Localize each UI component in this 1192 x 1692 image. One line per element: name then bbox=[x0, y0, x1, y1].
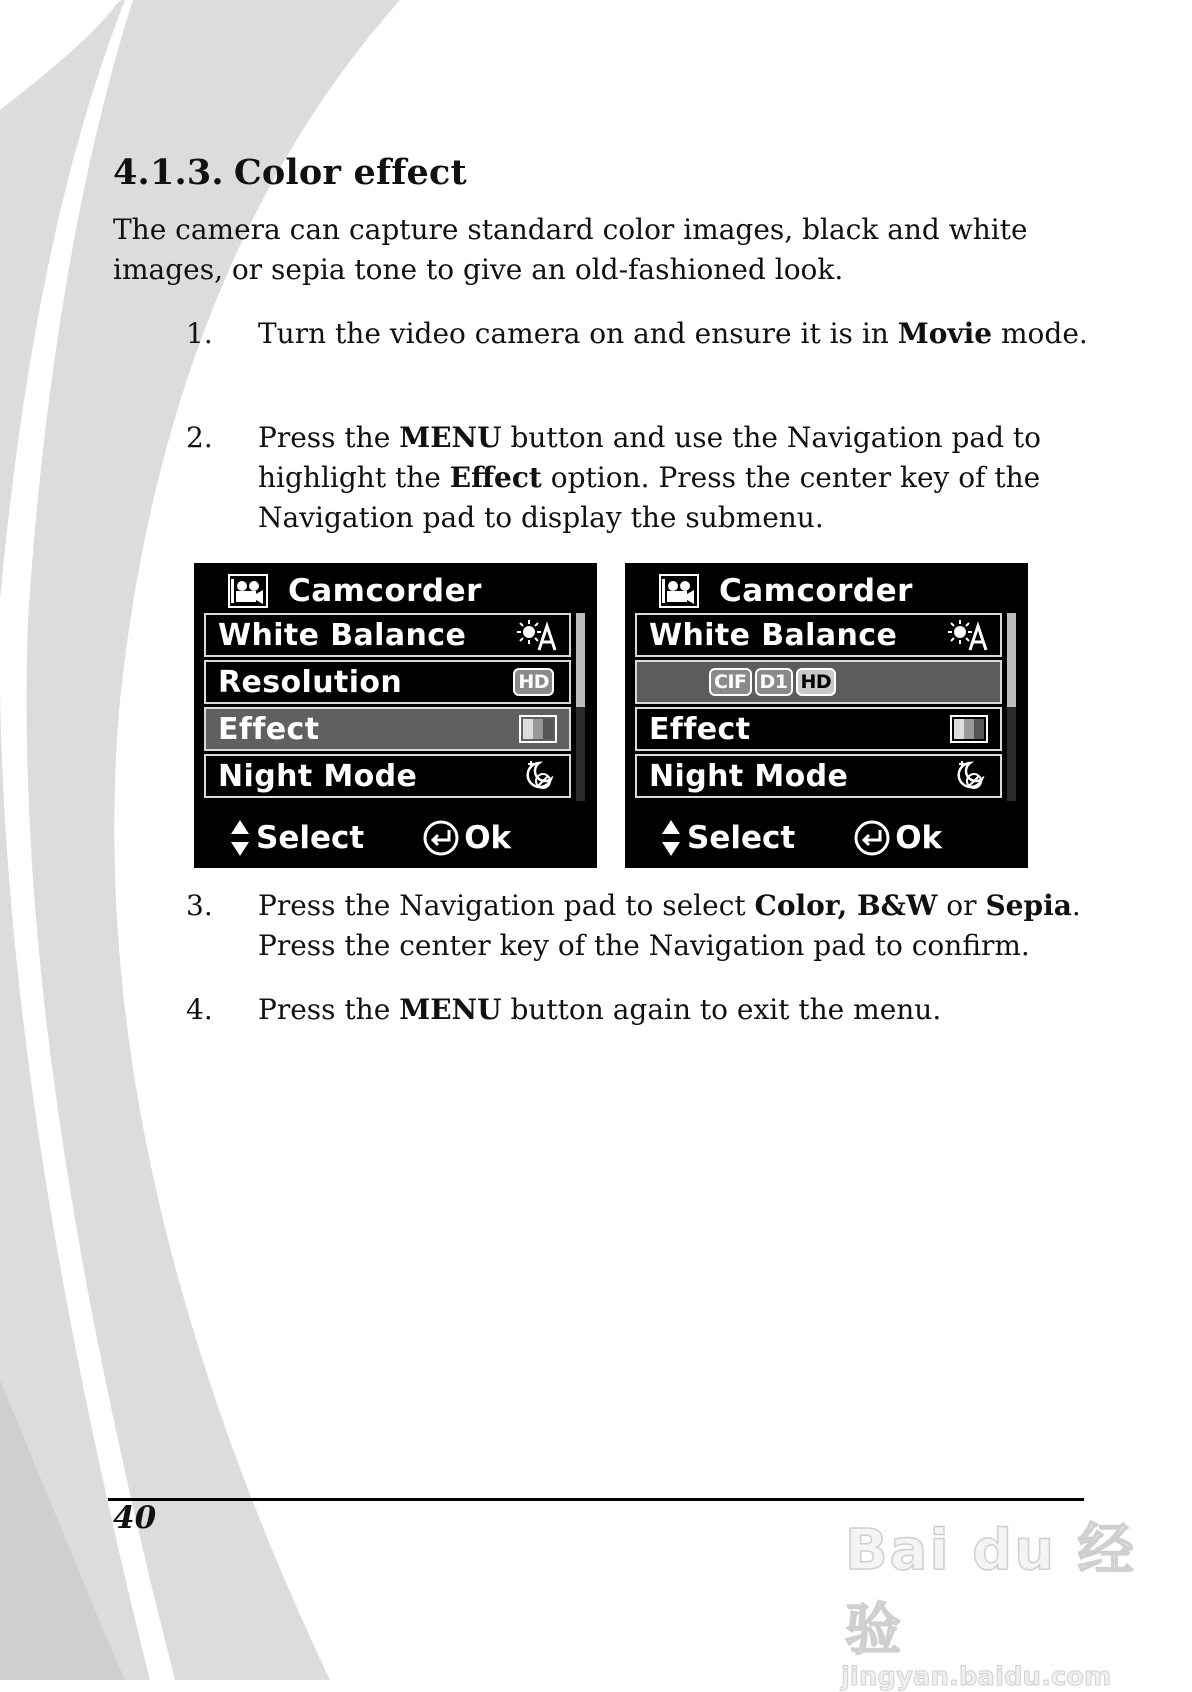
screen-footer bbox=[661, 819, 942, 857]
enter-icon bbox=[853, 819, 891, 857]
step-number: 4. bbox=[186, 993, 213, 1026]
step-text: Press the Navigation pad to select Color, B&W or Sepia. Press the center key of the Navigation pad to confirm. bbox=[258, 889, 1081, 962]
screen-title bbox=[659, 571, 913, 611]
night-mode-off-icon bbox=[954, 759, 988, 793]
effect-icon bbox=[950, 715, 988, 743]
white-balance-auto-icon bbox=[948, 618, 988, 652]
updown-arrow-icon bbox=[661, 819, 681, 857]
night-mode-off-icon bbox=[523, 759, 557, 793]
menu-item-effect[interactable]: Effect bbox=[635, 707, 1002, 751]
page-number: 40 bbox=[113, 1500, 157, 1536]
footer-ok-label: Ok bbox=[895, 820, 943, 856]
resolution-submenu bbox=[635, 660, 1002, 704]
intro-paragraph: The camera can capture standard color images, black and white images, or sepia tone to give an old-fashioned look. bbox=[113, 213, 1028, 286]
menu-item-white-balance[interactable]: White Balance bbox=[204, 613, 571, 657]
option-cif[interactable]: CIF bbox=[709, 668, 752, 696]
updown-arrow-icon bbox=[230, 819, 250, 857]
screen-footer bbox=[230, 819, 511, 857]
option-hd-selected[interactable]: HD bbox=[796, 668, 837, 696]
section-number: 4.1.3. bbox=[113, 152, 224, 193]
screen-title-text: Camcorder bbox=[288, 573, 482, 609]
scrollbar-thumb[interactable] bbox=[576, 613, 585, 707]
watermark-logo: Bai du 经验 bbox=[845, 1518, 1136, 1663]
camcorder-icon bbox=[659, 574, 699, 608]
step-number: 3. bbox=[186, 889, 213, 922]
menu-item-resolution[interactable]: Resolution HD bbox=[204, 660, 571, 704]
camera-menu-screen-main bbox=[194, 563, 597, 868]
step-number: 1. bbox=[186, 317, 213, 350]
baidu-watermark bbox=[841, 1506, 1192, 1692]
option-d1[interactable]: D1 bbox=[755, 668, 793, 696]
section-heading bbox=[113, 152, 467, 193]
resolution-hd-badge: HD bbox=[513, 668, 554, 696]
footer-select-label: Select bbox=[256, 820, 365, 856]
camcorder-icon bbox=[228, 574, 268, 608]
footer-select-label: Select bbox=[687, 820, 796, 856]
screen-title bbox=[228, 571, 482, 611]
white-balance-auto-icon bbox=[517, 618, 557, 652]
step-text: Turn the video camera on and ensure it is in Movie mode. bbox=[258, 317, 1088, 350]
enter-icon bbox=[422, 819, 460, 857]
camera-menu-screen-submenu bbox=[625, 563, 1028, 868]
footer-ok-label: Ok bbox=[464, 820, 512, 856]
screen-title-text: Camcorder bbox=[719, 573, 913, 609]
menu-item-effect-selected[interactable]: Effect bbox=[204, 707, 571, 751]
watermark-url: jingyan.baidu.com bbox=[841, 1662, 1112, 1692]
section-title: Color effect bbox=[233, 152, 467, 193]
footer-rule bbox=[108, 1498, 1084, 1501]
menu-item-night-mode[interactable]: Night Mode bbox=[635, 754, 1002, 798]
effect-icon bbox=[519, 715, 557, 743]
menu-scrollbar[interactable] bbox=[1007, 613, 1016, 801]
step-text: Press the MENU button again to exit the menu. bbox=[258, 993, 942, 1026]
menu-scrollbar[interactable] bbox=[576, 613, 585, 801]
scrollbar-thumb[interactable] bbox=[1007, 613, 1016, 707]
menu-item-white-balance[interactable]: White Balance bbox=[635, 613, 1002, 657]
step-text: Press the MENU button and use the Navigation pad to highlight the Effect option. Press the center key of the Navigation pad to display the submenu. bbox=[258, 421, 1042, 534]
menu-item-night-mode[interactable]: Night Mode bbox=[204, 754, 571, 798]
step-number: 2. bbox=[186, 421, 213, 454]
